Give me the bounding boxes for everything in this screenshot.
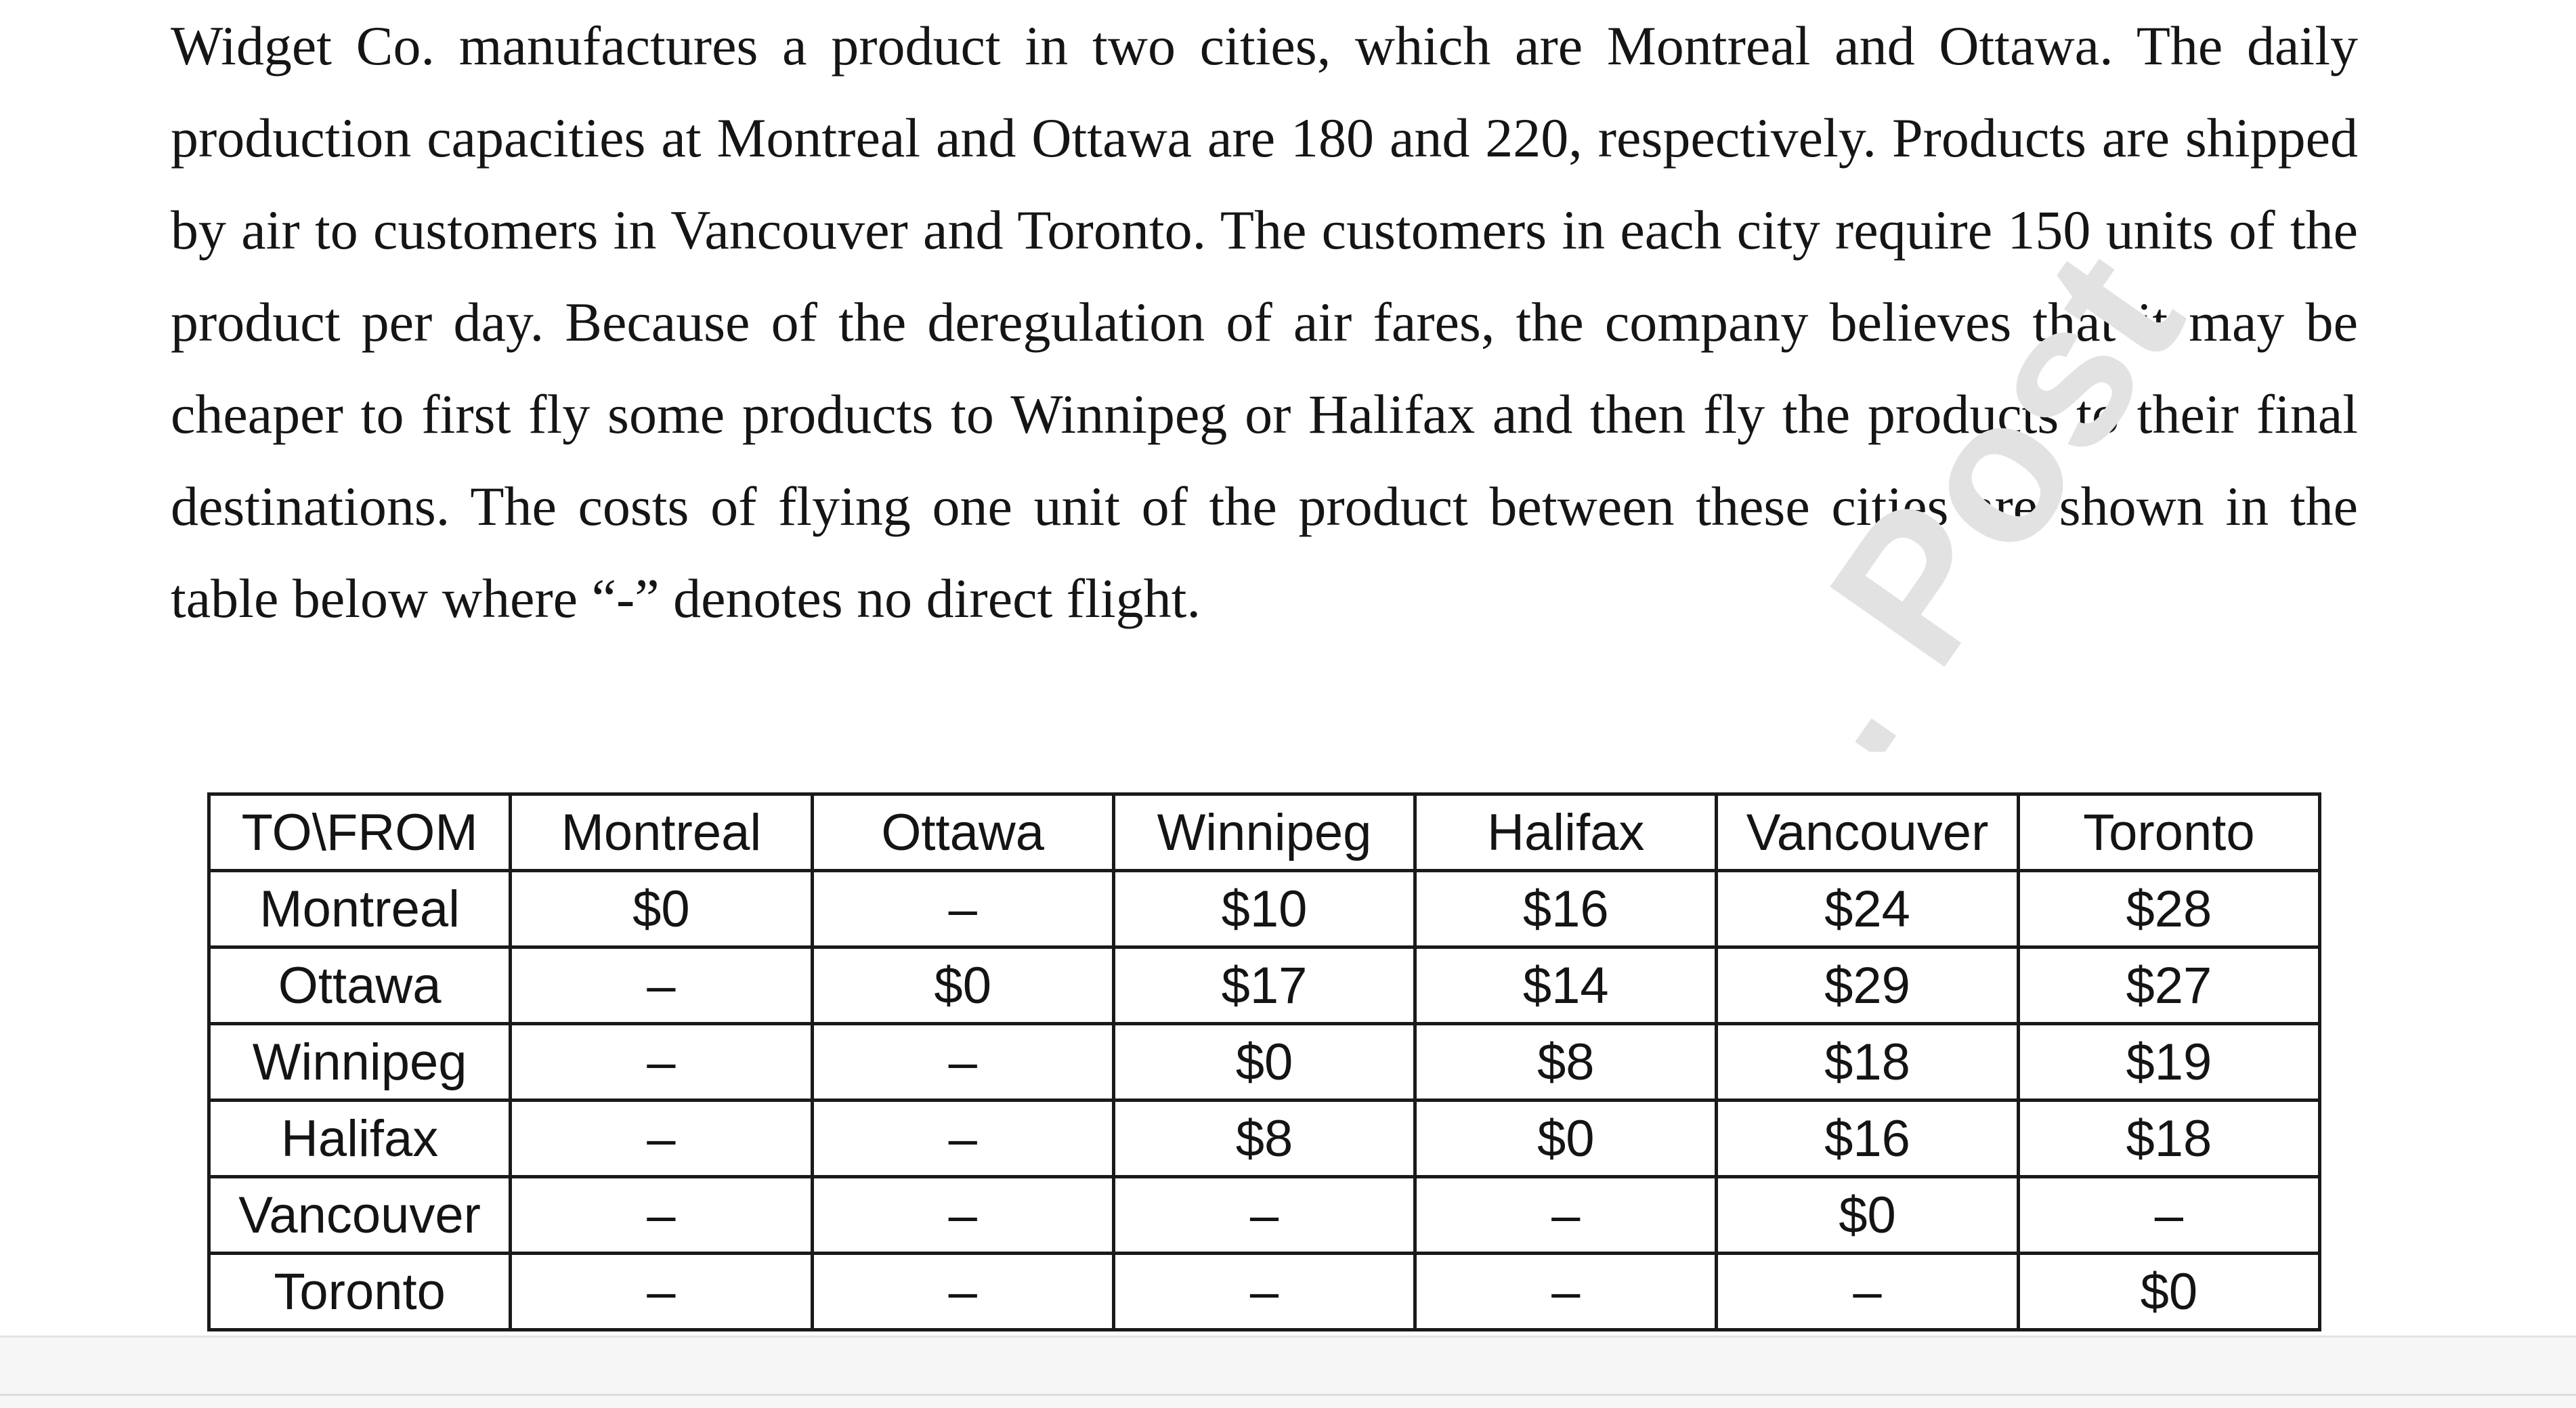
row-label-cell: Toronto	[209, 1254, 511, 1330]
cost-cell: –	[511, 1177, 812, 1254]
cost-cell: –	[1113, 1254, 1415, 1330]
table-row	[209, 947, 2320, 1024]
row-label-cell: Vancouver	[209, 1177, 511, 1254]
table-header-row	[209, 794, 2320, 871]
page-footer-strip	[0, 1336, 2576, 1408]
cost-cell: $16	[1415, 871, 1717, 947]
header-cell: Halifax	[1415, 794, 1717, 871]
cost-table-container	[207, 792, 2321, 1330]
table-row	[209, 1177, 2320, 1254]
header-cell: Winnipeg	[1113, 794, 1415, 871]
cost-cell: $28	[2018, 871, 2319, 947]
cost-cell: –	[2018, 1177, 2319, 1254]
cost-cell: –	[511, 1024, 812, 1101]
problem-paragraph: Widget Co. manufactures a product in two cities, which are Montreal and Ottawa. The daily production capacities at Montreal and Ottawa are 180 and 220, respectively. Products are shipped by air to customers in Vancouver and Toronto. The customers in each city require 150 units of the product per day. Because of the deregulation of air fares, the company believes that it may be cheaper to first fly some products to Winnipeg or Halifax and then fly the products to their final destinations. The costs of flying one unit of the product between these cities are shown in the table below where “-” denotes no direct flight.	[171, 15, 2358, 629]
row-label-cell: Montreal	[209, 871, 511, 947]
cost-cell: $0	[1113, 1024, 1415, 1101]
cost-cell: $0	[511, 871, 812, 947]
cost-cell: –	[812, 1254, 1113, 1330]
cost-cell: –	[812, 1101, 1113, 1177]
cost-cell: $17	[1113, 947, 1415, 1024]
header-cell: TO\FROM	[209, 794, 511, 871]
header-cell: Vancouver	[1717, 794, 2018, 871]
watermark-text: . Post	[1721, 223, 2225, 752]
page-divider	[0, 1394, 2576, 1396]
cost-cell: $18	[2018, 1101, 2319, 1177]
cost-cell: $8	[1415, 1024, 1717, 1101]
cost-cell: $8	[1113, 1101, 1415, 1177]
cost-cell: $18	[1717, 1024, 2018, 1101]
cost-cell: $0	[1415, 1101, 1717, 1177]
cost-cell: –	[1113, 1177, 1415, 1254]
cost-cell: –	[511, 947, 812, 1024]
header-cell: Toronto	[2018, 794, 2319, 871]
cost-cell: –	[1717, 1254, 2018, 1330]
cost-cell: $16	[1717, 1101, 2018, 1177]
cost-cell: $19	[2018, 1024, 2319, 1101]
cost-cell: $14	[1415, 947, 1717, 1024]
cost-cell: $0	[1717, 1177, 2018, 1254]
cost-cell: –	[812, 1024, 1113, 1101]
cost-cell: $0	[812, 947, 1113, 1024]
row-label-cell: Halifax	[209, 1101, 511, 1177]
header-cell: Ottawa	[812, 794, 1113, 871]
row-label-cell: Ottawa	[209, 947, 511, 1024]
cost-cell: –	[511, 1101, 812, 1177]
row-label-cell: Winnipeg	[209, 1024, 511, 1101]
cost-cell: $29	[1717, 947, 2018, 1024]
cost-cell: –	[812, 1177, 1113, 1254]
header-cell: Montreal	[511, 794, 812, 871]
cost-cell: $27	[2018, 947, 2319, 1024]
table-row	[209, 1254, 2320, 1330]
table-row	[209, 1101, 2320, 1177]
cost-table	[207, 792, 2321, 1331]
cost-cell: –	[1415, 1254, 1717, 1330]
cost-cell: –	[511, 1254, 812, 1330]
cost-cell: $0	[2018, 1254, 2319, 1330]
cost-cell: –	[1415, 1177, 1717, 1254]
cost-cell: –	[812, 871, 1113, 947]
table-row	[209, 1024, 2320, 1101]
cost-cell: $10	[1113, 871, 1415, 947]
table-row	[209, 871, 2320, 947]
cost-cell: $24	[1717, 871, 2018, 947]
